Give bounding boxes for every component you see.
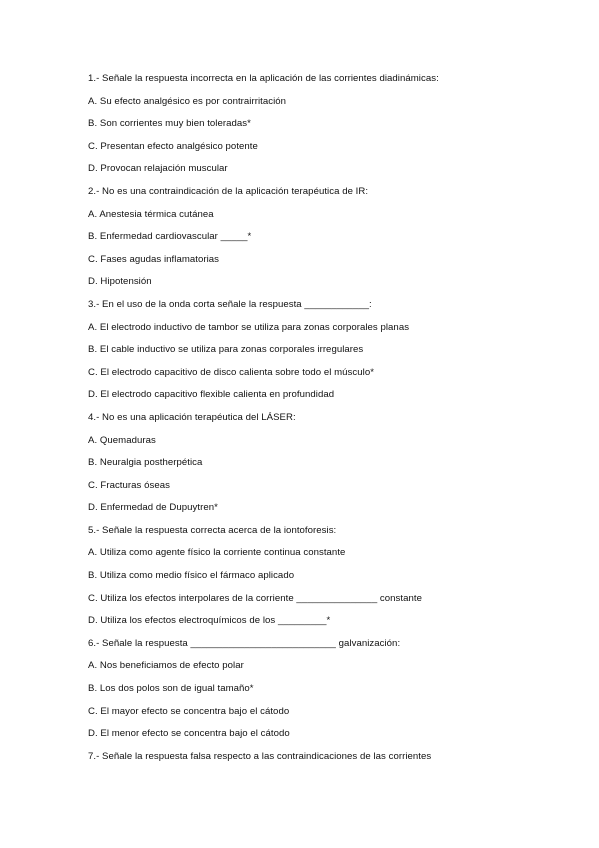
question-4-option-b: B. Neuralgia postherpética [88,457,203,469]
question-7-stem: 7.- Señale la respuesta falsa respecto a las contraindicaciones de las corrientes [88,750,432,762]
question-3-option-b: B. El cable inductivo se utiliza para zonas corporales irregulares [88,344,364,356]
question-list [88,68,568,768]
question-1-stem: 1.- Señale la respuesta incorrecta en la aplicación de las corrientes diadinámicas: [88,73,439,84]
question-5-option-c: C. Utiliza los efectos interpolares de la corriente _______________ constante [88,592,422,604]
question-4-option-a: A. Quemaduras [88,434,156,446]
question-4-option-c: C. Fracturas óseas [88,479,170,491]
question-4-stem: 4.- No es una aplicación terapéutica del LÁSER: [88,411,296,423]
question-6-option-d: D. El menor efecto se concentra bajo el cátodo [88,728,290,740]
question-5-option-d: D. Utiliza los efectos electroquímicos de los _________* [88,615,331,627]
question-2-option-d: D. Hipotensión [88,276,152,288]
question-6-option-a: A. Nos beneficiamos de efecto polar [88,660,244,672]
question-3-stem: 3.- En el uso de la onda corta señale la respuesta ____________: [88,298,372,310]
question-5-option-b: B. Utiliza como medio físico el fármaco aplicado [88,570,295,582]
question-5-option-a: A. Utiliza como agente físico la corriente continua constante [88,547,346,559]
question-3-option-d: D. El electrodo capacitivo flexible calienta en profundidad [88,389,335,401]
question-2-option-b: B. Enfermedad cardiovascular _____* [88,231,252,243]
question-3-option-a: A. El electrodo inductivo de tambor se utiliza para zonas corporales planas [88,321,410,333]
question-6-stem: 6.- Señale la respuesta ___________________________ galvanización: [88,637,401,649]
question-6-option-c: C. El mayor efecto se concentra bajo el cátodo [88,705,290,717]
question-1-option-d: D. Provocan relajación muscular [88,163,228,175]
question-1-option-b: B. Son corrientes muy bien toleradas* [88,118,251,130]
question-5-stem: 5.- Señale la respuesta correcta acerca de la iontoforesis: [88,524,337,536]
question-2-option-c: C. Fases agudas inflamatorias [88,253,220,265]
question-3-option-c: C. El electrodo capacitivo de disco calienta sobre todo el músculo* [88,366,374,378]
question-4-option-d: D. Enfermedad de Dupuytren* [88,502,218,514]
question-6-option-b: B. Los dos polos son de igual tamaño* [88,683,254,695]
question-2-stem: 2.- No es una contraindicación de la aplicación terapéutica de IR: [88,185,369,197]
question-1-option-a: A. Su efecto analgésico es por contrairritación [88,95,287,107]
question-1-option-c: C. Presentan efecto analgésico potente [88,140,258,152]
question-2-option-a: A. Anestesia térmica cutánea [88,208,214,220]
